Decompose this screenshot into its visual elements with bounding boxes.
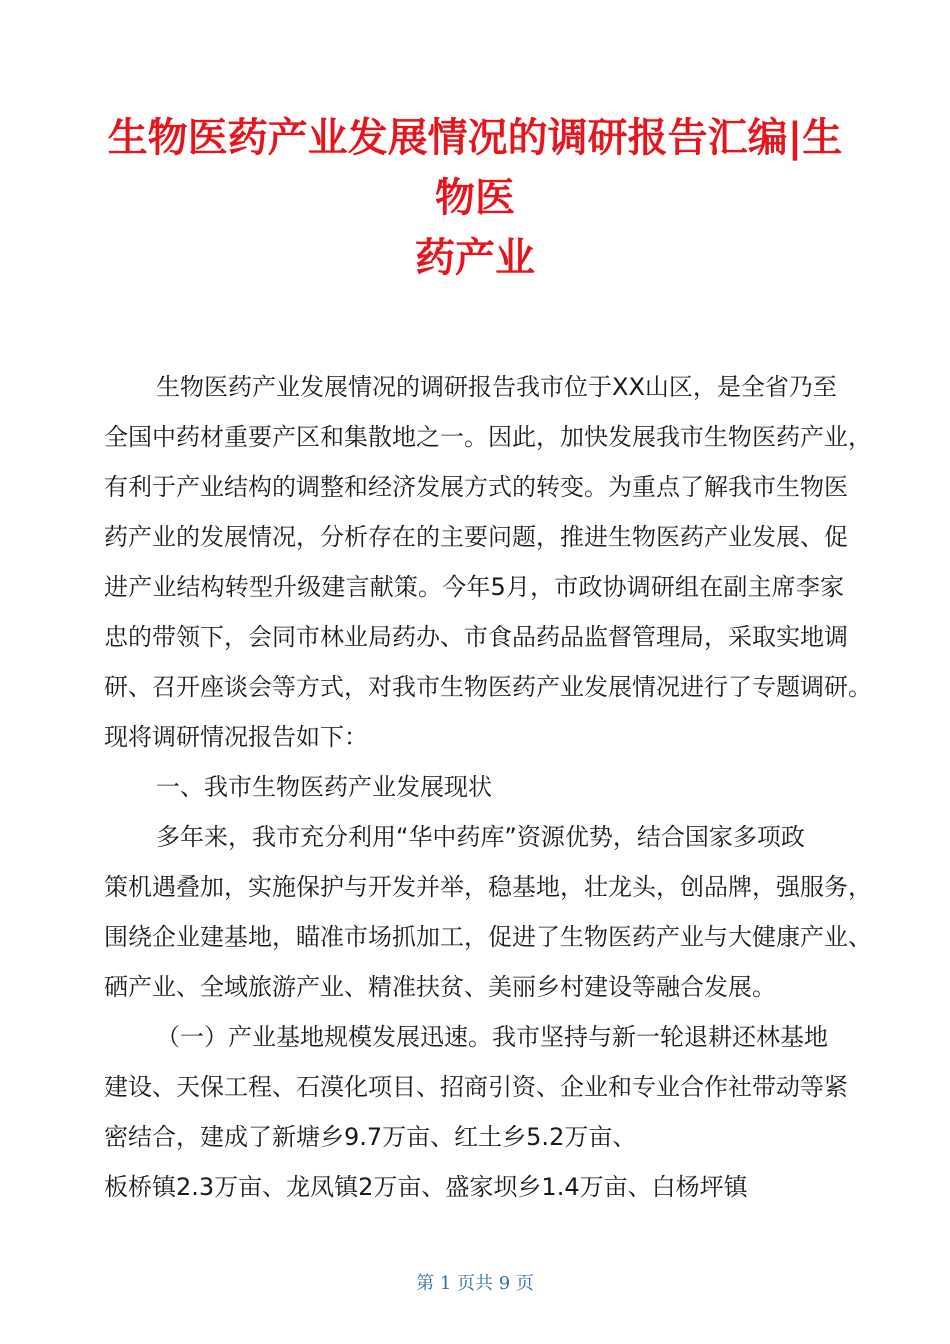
paragraph-line: 策机遇叠加，实施保护与开发并举，稳基地，壮龙头，创品牌，强服务， (104, 873, 872, 901)
paragraph-line: 生物医药产业发展情况的调研报告我市位于XX山区，是全省乃至 (156, 373, 837, 401)
paragraph-line: 全国中药材重要产区和集散地之一。因此，加快发展我市生物医药产业， (104, 423, 872, 451)
subsection-line: （一）产业基地规模发展迅速。我市坚持与新一轮退耕还林基地 (156, 1023, 828, 1051)
paragraph-line: 研、召开座谈会等方式，对我市生物医药产业发展情况进行了专题调研。 (104, 673, 872, 701)
title-line-3: 药产业 (415, 235, 535, 281)
title-line-1: 生物医药产业发展情况的调研报告汇编|生 (107, 115, 843, 161)
paragraph-line: 进产业结构转型升级建言献策。今年5月，市政协调研组在副主席李家 (104, 573, 844, 601)
section-heading: 一、我市生物医药产业发展现状 (156, 773, 492, 801)
paragraph-line: 板桥镇2.3万亩、龙凤镇2万亩、盛家坝乡1.4万亩、白杨坪镇 (104, 1173, 748, 1201)
paragraph-line: 围绕企业建基地，瞄准市场抓加工，促进了生物医药产业与大健康产业、 (104, 923, 872, 951)
paragraph-line: 建设、天保工程、石漠化项目、招商引资、企业和专业合作社带动等紧 (104, 1073, 848, 1101)
paragraph-line: 忠的带领下，会同市林业局药办、市食品药品监督管理局，采取实地调 (104, 623, 848, 651)
paragraph-line: 现将调研情况报告如下： (104, 723, 368, 751)
paragraph-line: 硒产业、全域旅游产业、精准扶贫、美丽乡村建设等融合发展。 (104, 973, 776, 1001)
paragraph-line: 密结合，建成了新塘乡9.7万亩、红土乡5.2万亩、 (104, 1123, 637, 1151)
title-line-2: 物医 (435, 175, 515, 221)
document-body (104, 362, 872, 1212)
document-title (80, 108, 870, 288)
paragraph-line: 药产业的发展情况，分析存在的主要问题，推进生物医药产业发展、促 (104, 523, 848, 551)
paragraph-line: 多年来，我市充分利用“华中药库”资源优势，结合国家多项政 (156, 823, 805, 851)
paragraph-line: 有利于产业结构的调整和经济发展方式的转变。为重点了解我市生物医 (104, 473, 848, 501)
page-number-footer: 第 1 页共 9 页 (416, 1273, 534, 1294)
